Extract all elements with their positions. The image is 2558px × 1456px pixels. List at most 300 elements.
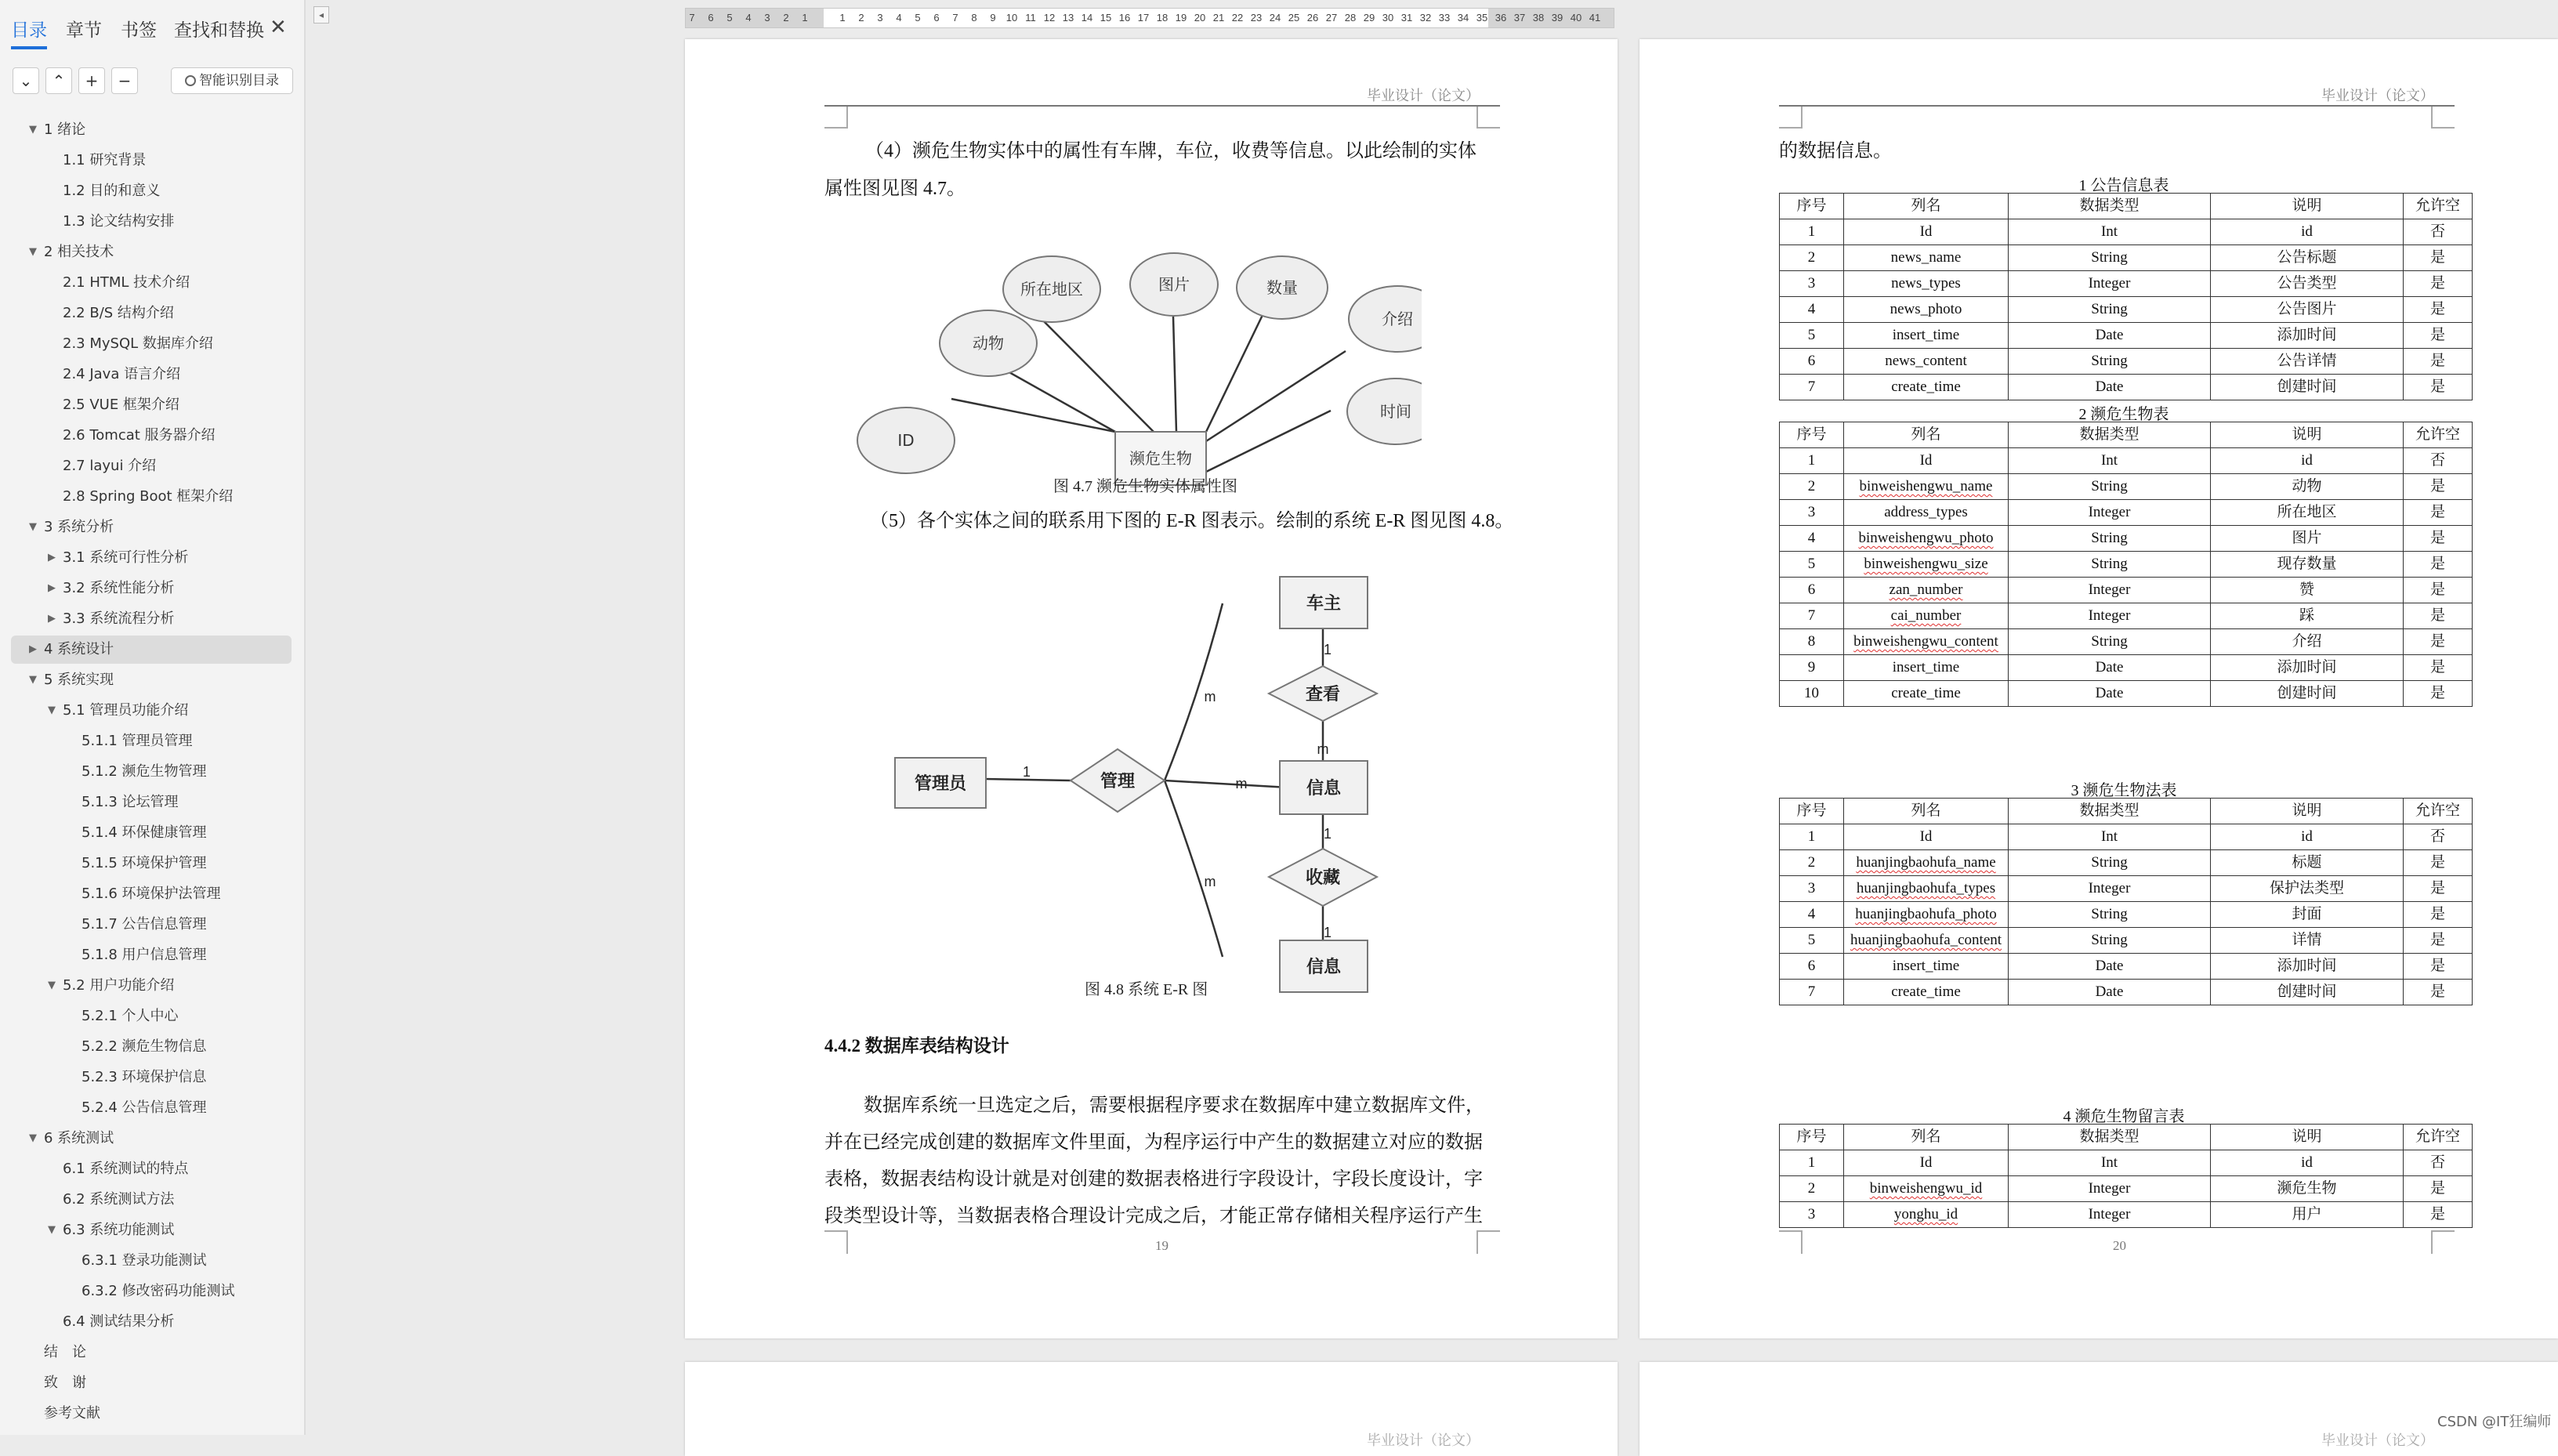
cell-text: 7 xyxy=(1807,378,1816,395)
toc-item-label: 6.3.2 修改密码功能测试 xyxy=(82,1283,235,1299)
toc-item[interactable] xyxy=(82,1063,207,1092)
toc-item[interactable] xyxy=(44,1400,100,1428)
ruler-tick: 17 xyxy=(1137,12,1150,24)
attr-label: 时间 xyxy=(1380,402,1411,421)
table-cell xyxy=(2211,902,2404,928)
table-cell xyxy=(2211,375,2404,400)
toc-item[interactable] xyxy=(48,697,189,725)
paragraph-line: 的数据信息。 xyxy=(1779,141,1892,161)
toc-item-label: 5.2.1 个人中心 xyxy=(82,1008,179,1024)
collapse-ruler-button[interactable]: ◂ xyxy=(313,6,329,24)
toc-item[interactable] xyxy=(63,1308,174,1336)
db-table xyxy=(1779,193,2473,400)
table-row xyxy=(1780,928,2473,954)
cell-text: 详情 xyxy=(2292,932,2322,948)
table-cell xyxy=(2211,271,2404,297)
cell-text: 是 xyxy=(2429,880,2445,896)
column-header: 列名 xyxy=(1844,1125,2009,1150)
attr-label: ID xyxy=(897,431,915,450)
column-header: 序号 xyxy=(1780,422,1844,448)
toc-item[interactable] xyxy=(63,452,156,480)
ruler-tick: 3 xyxy=(764,12,770,24)
toc-item[interactable] xyxy=(48,574,175,603)
table-cell xyxy=(1780,578,1844,603)
table-cell xyxy=(1780,349,1844,375)
toc-item[interactable] xyxy=(48,1216,175,1244)
table-cell xyxy=(2211,474,2404,500)
toc-item[interactable] xyxy=(48,605,175,633)
table-cell xyxy=(2404,245,2473,271)
cell-text: 是 xyxy=(2429,301,2445,317)
table-row xyxy=(1780,245,2473,271)
cell-text: String xyxy=(2091,906,2128,922)
paragraph-line: 数据库系统一旦选定之后，需要根据程序要求在数据库中建立数据库文件， xyxy=(864,1096,1484,1116)
cell-text: 用户 xyxy=(2292,1206,2322,1222)
cell-text: huanjingbaohufa_photo xyxy=(1855,906,1997,922)
ruler-tick: 2 xyxy=(783,12,789,24)
table-cell xyxy=(2404,681,2473,707)
table-cell xyxy=(1844,526,2009,552)
toc-item[interactable] xyxy=(82,880,221,908)
column-header: 数据类型 xyxy=(2009,422,2211,448)
cell-text: Id xyxy=(1919,223,1933,240)
cell-text: address_types xyxy=(1884,504,1968,520)
remove-heading-button[interactable]: − xyxy=(111,67,138,94)
cell-text: id xyxy=(2301,452,2313,469)
expanded-chevron-icon[interactable]: ▼ xyxy=(48,704,56,716)
smart-toc-label: 智能识别目录 xyxy=(199,73,279,89)
table-cell xyxy=(2404,500,2473,526)
toc-item[interactable] xyxy=(82,819,207,847)
table-cell xyxy=(2404,578,2473,603)
table-row xyxy=(1780,349,2473,375)
cell-text: 是 xyxy=(2429,685,2445,701)
table-title: 1 公告信息表 xyxy=(2078,177,2169,194)
cell-text: binweishengwu_photo xyxy=(1858,530,1994,546)
table-cell xyxy=(2404,1150,2473,1176)
cell-text: String xyxy=(2091,854,2128,871)
toc-item[interactable] xyxy=(63,483,233,511)
paragraph-line: 并在已经完成创建的数据库文件里面，为程序运行中产生的数据建立对应的数据 xyxy=(824,1132,1483,1153)
expanded-chevron-icon[interactable]: ▼ xyxy=(29,674,37,686)
crop-mark xyxy=(824,1230,848,1254)
toc-item[interactable] xyxy=(29,1125,114,1153)
ruler-tick: 30 xyxy=(1382,12,1394,24)
toc-item[interactable] xyxy=(63,299,174,328)
column-header: 允许空 xyxy=(2404,799,2473,824)
running-header: 毕业设计（论文） xyxy=(2321,1432,2434,1448)
table-cell xyxy=(2009,271,2211,297)
cell-text: 是 xyxy=(2429,530,2445,546)
cell-text: Int xyxy=(2100,452,2118,469)
table-cell xyxy=(2009,219,2211,245)
ruler-tick: 3 xyxy=(877,12,883,24)
cell-text: Date xyxy=(2095,659,2124,675)
ruler-tick: 19 xyxy=(1175,12,1187,24)
toc-item[interactable] xyxy=(82,1247,207,1275)
table-cell xyxy=(2211,824,2404,850)
toc-item-label: 1.1 研究背景 xyxy=(63,152,147,168)
table-cell xyxy=(1844,1176,2009,1202)
ruler-tick: 12 xyxy=(1043,12,1056,24)
toc-item[interactable] xyxy=(82,758,207,786)
table-cell xyxy=(2404,902,2473,928)
table-row xyxy=(1780,902,2473,928)
toc-item[interactable] xyxy=(82,788,179,817)
ruler-tick: 24 xyxy=(1269,12,1281,24)
cell-text: 6 xyxy=(1807,581,1816,598)
ruler-tick: 21 xyxy=(1212,12,1225,24)
table-cell xyxy=(2009,375,2211,400)
toc-item[interactable] xyxy=(82,1277,235,1306)
collapse-button[interactable]: ⌄ xyxy=(13,67,39,94)
table-cell xyxy=(1780,902,1844,928)
table-cell xyxy=(1844,500,2009,526)
paragraph-line: 属性图见图 4.7。 xyxy=(824,179,966,199)
table-title: 3 濒危生物法表 xyxy=(2071,782,2177,799)
table-cell xyxy=(1844,474,2009,500)
ruler-tick: 38 xyxy=(1532,12,1545,24)
cell-text: 否 xyxy=(2429,828,2445,845)
toc-item-label: 1 绪论 xyxy=(44,121,86,138)
table-cell xyxy=(2211,876,2404,902)
close-icon[interactable]: ✕ xyxy=(270,16,287,39)
toc-item-label: 6.2 系统测试方法 xyxy=(63,1191,175,1208)
toc-item-label: 6 系统测试 xyxy=(44,1130,114,1146)
cardinality-label: m xyxy=(1204,689,1216,704)
cell-text: Id xyxy=(1919,828,1933,845)
attr-label: 介绍 xyxy=(1382,310,1413,328)
cell-text: String xyxy=(2091,249,2128,266)
table-row xyxy=(1780,375,2473,400)
toc-item-label: 5.2.4 公告信息管理 xyxy=(82,1099,207,1116)
toc-item[interactable] xyxy=(82,1033,207,1061)
toc-item[interactable] xyxy=(82,941,207,969)
column-header: 说明 xyxy=(2211,422,2404,448)
toc-item[interactable] xyxy=(44,1338,86,1367)
table-cell xyxy=(2211,655,2404,681)
ruler-tick: 29 xyxy=(1363,12,1375,24)
cell-text: insert_time xyxy=(1892,659,1960,675)
toc-item-label: 2.6 Tomcat 服务器介绍 xyxy=(63,427,216,444)
table-cell xyxy=(1780,552,1844,578)
table-cell xyxy=(2009,928,2211,954)
table-row xyxy=(1780,980,2473,1005)
cardinality-label: m xyxy=(1204,874,1216,889)
table-row xyxy=(1780,655,2473,681)
db-table xyxy=(1779,1124,2473,1228)
table-cell xyxy=(1844,552,2009,578)
crop-mark xyxy=(2431,1230,2455,1254)
table-cell xyxy=(1844,323,2009,349)
cell-text: 4 xyxy=(1807,301,1816,317)
toc-item[interactable] xyxy=(63,360,180,389)
page-20 xyxy=(1640,39,2558,1338)
table-cell xyxy=(2404,980,2473,1005)
cell-text: String xyxy=(2091,932,2128,948)
column-header: 允许空 xyxy=(2404,1125,2473,1150)
toc-item[interactable] xyxy=(29,238,114,266)
cell-text: 是 xyxy=(2429,607,2445,624)
toc-item-label: 1.2 目的和意义 xyxy=(63,183,161,199)
ruler-tick: 4 xyxy=(745,12,752,24)
column-header: 数据类型 xyxy=(2009,1125,2211,1150)
cell-text: Integer xyxy=(2088,607,2131,624)
table-cell xyxy=(2404,219,2473,245)
toc-item[interactable] xyxy=(48,972,175,1000)
toc-item-label: 2.3 MySQL 数据库介绍 xyxy=(63,335,213,352)
table-cell xyxy=(2211,1202,2404,1228)
table-cell xyxy=(1844,271,2009,297)
ruler-tick: 5 xyxy=(726,12,733,24)
table-cell xyxy=(1780,928,1844,954)
expanded-chevron-icon[interactable]: ▼ xyxy=(29,521,37,533)
table-cell xyxy=(2009,655,2211,681)
cell-text: Integer xyxy=(2088,880,2131,896)
cardinality-label: m xyxy=(1317,741,1329,757)
cell-text: 6 xyxy=(1807,353,1816,369)
table-cell xyxy=(1780,500,1844,526)
toc-item[interactable] xyxy=(29,666,114,694)
toc-item[interactable] xyxy=(63,177,160,205)
cell-text: 否 xyxy=(2429,223,2445,240)
cardinality-label: 1 xyxy=(1323,826,1332,842)
cell-text: Date xyxy=(2095,983,2124,1000)
table-cell xyxy=(1780,980,1844,1005)
toc-item[interactable] xyxy=(63,1155,188,1183)
table-cell xyxy=(2404,928,2473,954)
cell-text: Date xyxy=(2095,327,2124,343)
table-cell xyxy=(1780,297,1844,323)
table-cell xyxy=(2211,928,2404,954)
table-cell xyxy=(1780,824,1844,850)
add-heading-button[interactable]: + xyxy=(78,67,105,94)
toc-item-label: 3.1 系统可行性分析 xyxy=(63,549,189,566)
cell-text: 创建时间 xyxy=(2277,983,2337,1000)
cell-text: 是 xyxy=(2429,249,2445,266)
ruler-tick: 9 xyxy=(990,12,996,24)
cell-text: 4 xyxy=(1807,530,1816,546)
smart-toc-button[interactable] xyxy=(171,67,293,94)
cell-text: 5 xyxy=(1807,556,1816,572)
toc-item-label: 5.1.4 环保健康管理 xyxy=(82,824,207,841)
toc-item[interactable] xyxy=(82,1094,207,1122)
cell-text: news_name xyxy=(1890,249,1962,266)
table-cell xyxy=(1844,980,2009,1005)
toc-item[interactable] xyxy=(82,727,193,755)
cell-text: Date xyxy=(2095,685,2124,701)
toc-item[interactable] xyxy=(63,1186,174,1214)
collapsed-chevron-icon[interactable]: ▶ xyxy=(48,582,56,594)
expanded-chevron-icon[interactable]: ▼ xyxy=(48,1224,56,1236)
toc-item[interactable] xyxy=(63,208,174,236)
table-row xyxy=(1780,850,2473,876)
tab-find-replace[interactable]: 查找和替换 xyxy=(174,20,264,41)
horizontal-ruler[interactable] xyxy=(685,8,1614,28)
table-header-row xyxy=(1780,1125,2473,1150)
table-cell xyxy=(1780,954,1844,980)
table-cell xyxy=(2404,824,2473,850)
toc-item-label: 3.3 系统流程分析 xyxy=(63,610,175,627)
entity-label: 信息 xyxy=(1306,958,1342,977)
cell-text: huanjingbaohufa_content xyxy=(1850,932,2002,948)
cell-text: 踩 xyxy=(2299,607,2314,624)
cell-text: 是 xyxy=(2429,353,2445,369)
cell-text: 1 xyxy=(1807,828,1816,845)
relation-label: 管理 xyxy=(1100,772,1136,791)
attr-label: 数量 xyxy=(1266,278,1298,297)
ruler-tick: 15 xyxy=(1100,12,1112,24)
toc-item[interactable] xyxy=(63,330,213,358)
toc-item[interactable] xyxy=(82,849,207,878)
table-cell xyxy=(2404,375,2473,400)
toc-item[interactable] xyxy=(48,544,189,572)
expanded-chevron-icon[interactable]: ▼ xyxy=(29,124,37,136)
cell-text: binweishengwu_content xyxy=(1853,633,1998,650)
cell-text: 7 xyxy=(1807,983,1816,1000)
ruler-tick: 10 xyxy=(1005,12,1018,24)
cell-text: 动物 xyxy=(2292,478,2322,494)
cell-text: 是 xyxy=(2429,983,2445,1000)
table-cell xyxy=(1780,219,1844,245)
table-cell xyxy=(2211,603,2404,629)
toc-item[interactable] xyxy=(44,1369,86,1397)
ruler-tick: 27 xyxy=(1325,12,1338,24)
table-cell xyxy=(1844,375,2009,400)
cell-text: String xyxy=(2091,301,2128,317)
cell-text: create_time xyxy=(1891,983,1961,1000)
cell-text: 3 xyxy=(1807,1206,1816,1222)
paragraph-line: 表格，数据表结构设计就是对创建的数据表格进行字段设计，字段长度设计，字 xyxy=(824,1169,1483,1190)
table-row xyxy=(1780,681,2473,707)
table-cell xyxy=(1780,1150,1844,1176)
cell-text: news_types xyxy=(1891,275,1961,292)
attr-label: 图片 xyxy=(1158,275,1190,294)
table-cell xyxy=(1780,474,1844,500)
table-cell xyxy=(2211,552,2404,578)
toc-item[interactable] xyxy=(63,269,190,297)
relation-label: 收藏 xyxy=(1305,868,1341,888)
cardinality-label: 1 xyxy=(1323,642,1332,657)
table-cell xyxy=(2009,850,2211,876)
cell-text: 添加时间 xyxy=(2277,327,2337,343)
table-row xyxy=(1780,297,2473,323)
ruler-tick: 35 xyxy=(1476,12,1488,24)
relation-label: 查看 xyxy=(1305,685,1341,704)
cell-text: 4 xyxy=(1807,906,1816,922)
ruler-tick: 7 xyxy=(952,12,958,24)
cell-text: 1 xyxy=(1807,452,1816,469)
cell-text: Integer xyxy=(2088,275,2131,292)
entity-label: 车主 xyxy=(1306,594,1342,614)
collapsed-chevron-icon[interactable]: ▶ xyxy=(48,552,56,563)
toc-item[interactable] xyxy=(82,911,207,939)
cell-text: 是 xyxy=(2429,932,2445,948)
cell-text: Int xyxy=(2100,1154,2118,1171)
table-cell xyxy=(1780,876,1844,902)
cell-text: 3 xyxy=(1807,504,1816,520)
column-header: 允许空 xyxy=(2404,422,2473,448)
table-cell xyxy=(1844,1202,2009,1228)
toc-item-label: 2.5 VUE 框架介绍 xyxy=(63,397,179,413)
toc-item[interactable] xyxy=(29,636,114,664)
column-header: 说明 xyxy=(2211,1125,2404,1150)
table-row xyxy=(1780,603,2473,629)
table-cell xyxy=(1844,902,2009,928)
table-row xyxy=(1780,824,2473,850)
expanded-chevron-icon[interactable]: ▼ xyxy=(29,1132,37,1144)
table-cell xyxy=(2009,824,2211,850)
table-row xyxy=(1780,323,2473,349)
expanded-chevron-icon[interactable]: ▼ xyxy=(29,246,37,258)
table-cell xyxy=(1844,681,2009,707)
section-heading: 4.4.2 数据库表结构设计 xyxy=(824,1036,1009,1056)
ruler-tick: 37 xyxy=(1513,12,1526,24)
tab-chapters[interactable]: 章节 xyxy=(66,20,102,41)
table-cell xyxy=(2009,297,2211,323)
expanded-chevron-icon[interactable]: ▼ xyxy=(48,980,56,991)
ruler-tick: 23 xyxy=(1250,12,1263,24)
toc-item[interactable] xyxy=(29,513,114,541)
cell-text: Int xyxy=(2100,223,2118,240)
cell-text: 9 xyxy=(1807,659,1816,675)
table-cell xyxy=(2404,349,2473,375)
ruler-tick: 5 xyxy=(915,12,921,24)
cell-text: Integer xyxy=(2088,1180,2131,1197)
toc-item[interactable] xyxy=(63,147,146,175)
cell-text: 5 xyxy=(1807,932,1816,948)
table-cell xyxy=(2211,349,2404,375)
toc-item[interactable] xyxy=(63,391,179,419)
expand-button[interactable]: ⌃ xyxy=(45,67,72,94)
table-cell xyxy=(1780,603,1844,629)
collapsed-chevron-icon[interactable]: ▶ xyxy=(29,643,37,655)
toc-item[interactable] xyxy=(63,422,216,450)
cell-text: 1 xyxy=(1807,223,1816,240)
table-cell xyxy=(2404,297,2473,323)
table-cell xyxy=(1844,655,2009,681)
page-22 xyxy=(1640,1362,2558,1456)
cell-text: create_time xyxy=(1891,378,1961,395)
cell-text: cai_number xyxy=(1890,607,1962,624)
running-header: 毕业设计（论文） xyxy=(1367,1432,1480,1448)
table-cell xyxy=(2009,954,2211,980)
toc-item-label: 2.4 Java 语言介绍 xyxy=(63,366,181,382)
entity-label: 信息 xyxy=(1306,779,1342,799)
cell-text: String xyxy=(2091,353,2128,369)
tab-bookmarks[interactable]: 书签 xyxy=(121,20,157,41)
table-cell xyxy=(2009,552,2211,578)
crop-mark xyxy=(1779,105,1803,129)
cell-text: 3 xyxy=(1807,275,1816,292)
table-title: 2 濒危生物表 xyxy=(2078,406,2169,423)
table-title: 4 濒危生物留言表 xyxy=(2063,1108,2185,1125)
table-cell xyxy=(1780,271,1844,297)
toc-item[interactable] xyxy=(29,116,86,144)
cell-text: 公告图片 xyxy=(2277,301,2337,317)
table-cell xyxy=(2404,629,2473,655)
tab-toc[interactable]: 目录 xyxy=(11,16,47,49)
cell-text: 所在地区 xyxy=(2277,504,2337,520)
toc-item-label: 5.2 用户功能介绍 xyxy=(63,977,175,994)
table-cell xyxy=(1780,1176,1844,1202)
table-cell xyxy=(1780,245,1844,271)
toc-item[interactable] xyxy=(82,1002,179,1030)
cell-text: id xyxy=(2301,1154,2313,1171)
cell-text: huanjingbaohufa_name xyxy=(1856,854,1996,871)
collapsed-chevron-icon[interactable]: ▶ xyxy=(48,613,56,625)
table-cell xyxy=(2211,578,2404,603)
